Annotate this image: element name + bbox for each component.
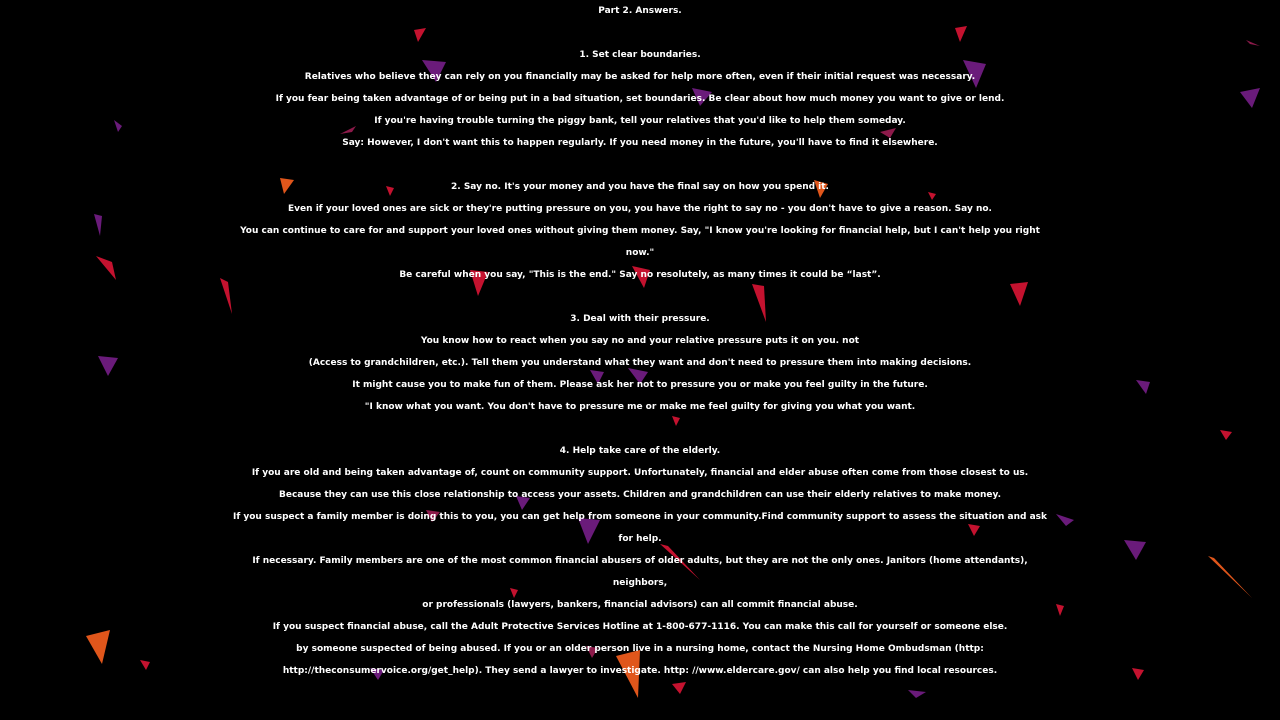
- section-line: neighbors,: [612, 578, 668, 588]
- section-line: "I know what you want. You don't have to pressure me or make me feel guilty for giving you what you want.: [364, 402, 916, 412]
- section-line: It might cause you to make fun of them. Please ask her not to pressure you or make you feel guilty in the future.: [352, 380, 928, 390]
- section-line: Because they can use this close relationship to access your assets. Children and grandchildren can use their elderly relatives to make money.: [279, 490, 1001, 500]
- section-line: Say: However, I don't want this to happen regularly. If you need money in the future, you'll have to find it elsewhere.: [342, 138, 938, 148]
- section-line: You know how to react when you say no and your relative pressure puts it on you. not: [420, 336, 860, 346]
- section-line: Relatives who believe they can rely on you financially may be asked for help more often, even if their initial request was necessary.: [304, 72, 976, 82]
- section-line: Even if your loved ones are sick or they're putting pressure on you, you have the right to say no - you don't have to give a reason. Say no.: [288, 204, 992, 214]
- section-line: Be careful when you say, "This is the end." Say no resolutely, as many times it could be “last”.: [399, 270, 881, 280]
- section-heading: 3. Deal with their pressure.: [570, 314, 710, 324]
- confetti-piece: [908, 690, 926, 698]
- section-line: If you're having trouble turning the piggy bank, tell your relatives that you'd like to help them someday.: [374, 116, 906, 126]
- page-title: Part 2. Answers.: [598, 6, 682, 16]
- section-line: If you fear being taken advantage of or being put in a bad situation, set boundaries. Be clear about how much money you want to give or lend.: [275, 94, 1005, 104]
- confetti-piece: [672, 682, 686, 694]
- section-line: You can continue to care for and support your loved ones without giving them money. Say, "I know you're looking for financial help, but I can't help you right: [240, 226, 1040, 236]
- section-line: (Access to grandchildren, etc.). Tell them you understand what they want and don't need to pressure them into making decisions.: [308, 358, 972, 368]
- section-heading: 2. Say no. It's your money and you have the final say on how you spend it.: [451, 182, 829, 192]
- section-heading: 1. Set clear boundaries.: [579, 50, 701, 60]
- section-line: If you are old and being taken advantage of, count on community support. Unfortunately, financial and elder abuse often come from those closest to us.: [251, 468, 1029, 478]
- section-line: for help.: [618, 534, 662, 544]
- section-line: If necessary. Family members are one of the most common financial abusers of older adults, but they are not the only ones. Janitors (home attendants),: [252, 556, 1028, 566]
- section-heading: 4. Help take care of the elderly.: [559, 446, 721, 456]
- section-line: If you suspect financial abuse, call the Adult Protective Services Hotline at 1-800-677-1116. You can make this call for yourself or someone else.: [272, 622, 1008, 632]
- section-line: http://theconsumervoice.org/get_help). They send a lawyer to investigate. http: //www.eldercare.gov/ can also help you find local resources.: [282, 666, 998, 676]
- section-line: or professionals (lawyers, bankers, financial advisors) can all commit financial abuse.: [422, 600, 858, 610]
- section-line: now.": [625, 248, 655, 258]
- section-line: by someone suspected of being abused. If you or an older person live in a nursing home, contact the Nursing Home Ombudsman (http:: [296, 644, 984, 654]
- section-line: If you suspect a family member is doing this to you, you can get help from someone in your community.Find community support to assess the situation and ask: [232, 512, 1048, 522]
